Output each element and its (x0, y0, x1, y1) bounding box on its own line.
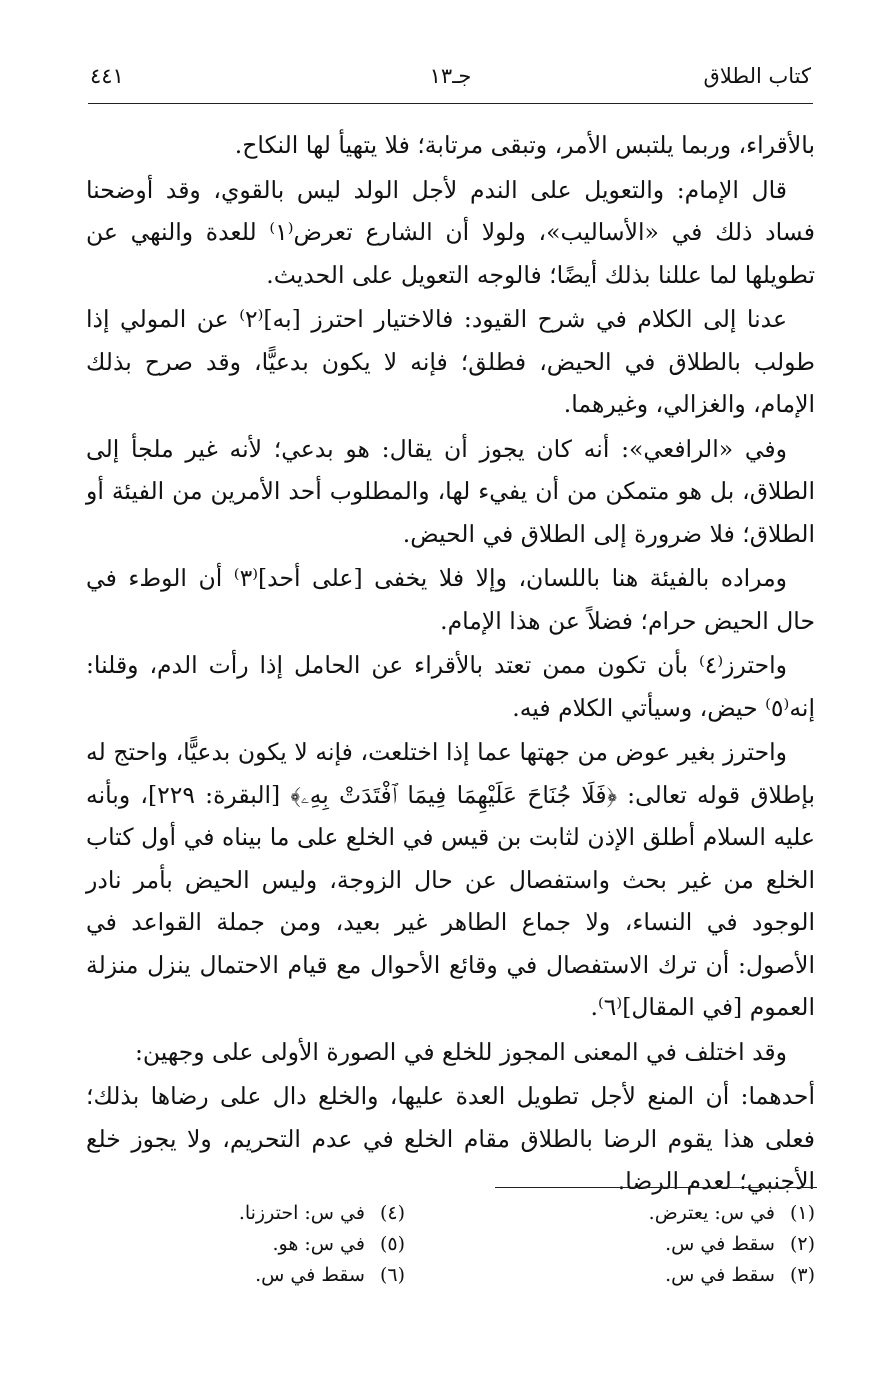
book-title: كتاب الطلاق (703, 64, 811, 88)
footnote-2 (455, 1229, 815, 1260)
volume-label: جـ١٣ (429, 64, 472, 88)
footnote-number: (٥) (379, 1233, 405, 1255)
footnote-number: (١) (789, 1202, 815, 1224)
footnote-4 (45, 1198, 405, 1229)
footnotes-column-right (455, 1198, 815, 1291)
running-header (90, 58, 811, 94)
header-rule (88, 103, 813, 104)
paragraph-2: قال الإمام: والتعويل على الندم لأجل الولد ليس بالقوي، وقد أوضحنا فساد ذلك في «الأساليب»، ولولا أن الشارع تعرض⁽١⁾ للعدة والنهي عن تطويلها لما عللنا بذلك أيضًا؛ فالوجه التعويل على الحديث. (86, 175, 815, 289)
paragraph-1: بالأقراء، وربما يلتبس الأمر، وتبقى مرتابة؛ فلا يتهيأ لها النكاح. (234, 131, 815, 159)
footnote-number: (٦) (379, 1264, 405, 1286)
paragraph-4: وفي «الرافعي»: أنه كان يجوز أن يقال: هو بدعي؛ لأنه غير ملجأ إلى الطلاق، بل هو متمكن من أن يفيء لها، والمطلوب أحد الأمرين من الفيئة أو الطلاق؛ فلا ضرورة إلى الطلاق في الحيض. (86, 434, 815, 548)
paragraph-3: عدنا إلى الكلام في شرح القيود: فالاختيار احترز [به]⁽٢⁾ عن المولي إذا طولب بالطلاق في الحيض، فطلق؛ فإنه لا يكون بدعيًّا، وقد صرح بذلك الإمام، والغزالي، وغيرهما. (86, 305, 815, 418)
footnote-text: في س: احترزنا. (238, 1202, 365, 1224)
paragraph-8: وقد اختلف في المعنى المجوز للخلع في الصورة الأولى على وجهين: (134, 1037, 787, 1066)
main-text (86, 124, 815, 1203)
footnote-text: سقط في س. (665, 1264, 775, 1286)
footnote-text: في س: هو. (272, 1233, 365, 1255)
footnote-number: (٣) (789, 1264, 815, 1286)
footnote-separator (495, 1187, 817, 1188)
footnote-5 (45, 1229, 405, 1260)
footnote-3 (455, 1260, 815, 1291)
footnote-number: (٤) (379, 1202, 405, 1224)
paragraph-7: واحترز بغير عوض من جهتها عما إذا اختلعت، فإنه لا يكون بدعيًّا، واحتج له بإطلاق قوله تعالى: ﴿فَلَا جُنَاحَ عَلَيْهِمَا فِيمَا ٱفْتَدَتْ بِهِۦ﴾ [البقرة: ٢٢٩]، وبأنه عليه السلام أطلق الإذن لثابت بن قيس في الخلع على ما بيناه في أول كتاب الخلع من غير بحث واستفصال عن حال الزوجة، وليس الحيض بأمر نادر الوجود في النساء، ولا جماع الطاهر غير بعيد، ومن جملة القواعد في الأصول: أن ترك الاستفصال في وقائع الأحوال مع قيام الاحتمال ينزل منزلة العموم [في المقال]⁽٦⁾. (86, 738, 815, 1021)
paragraph-6: واحترز⁽٤⁾ بأن تكون ممن تعتد بالأقراء عن الحامل إذا رأت الدم، وقلنا: إنه⁽٥⁾ حيض، وسيأتي الكلام فيه. (86, 651, 815, 722)
page-number: ٤٤١ (90, 64, 124, 88)
footnote-1 (455, 1198, 815, 1229)
footnote-text: في س: يعترض. (648, 1202, 775, 1224)
footnote-text: سقط في س. (665, 1233, 775, 1255)
footnotes-column-left (45, 1198, 405, 1291)
paragraph-5: ومراده بالفيئة هنا باللسان، وإلا فلا يخفى [على أحد]⁽٣⁾ أن الوطء في حال الحيض حرام؛ فضلاً عن هذا الإمام. (86, 564, 815, 635)
footnote-number: (٢) (789, 1233, 815, 1255)
footnote-6 (45, 1260, 405, 1291)
paragraph-9: أحدهما: أن المنع لأجل تطويل العدة عليها، والخلع دال على رضاها بذلك؛ فعلى هذا يقوم الرضا بالطلاق مقام الخلع في عدم التحريم، ولا يجوز خلع الأجنبي؛ لعدم الرضا. (86, 1082, 815, 1195)
footnote-text: سقط في س. (255, 1264, 365, 1286)
